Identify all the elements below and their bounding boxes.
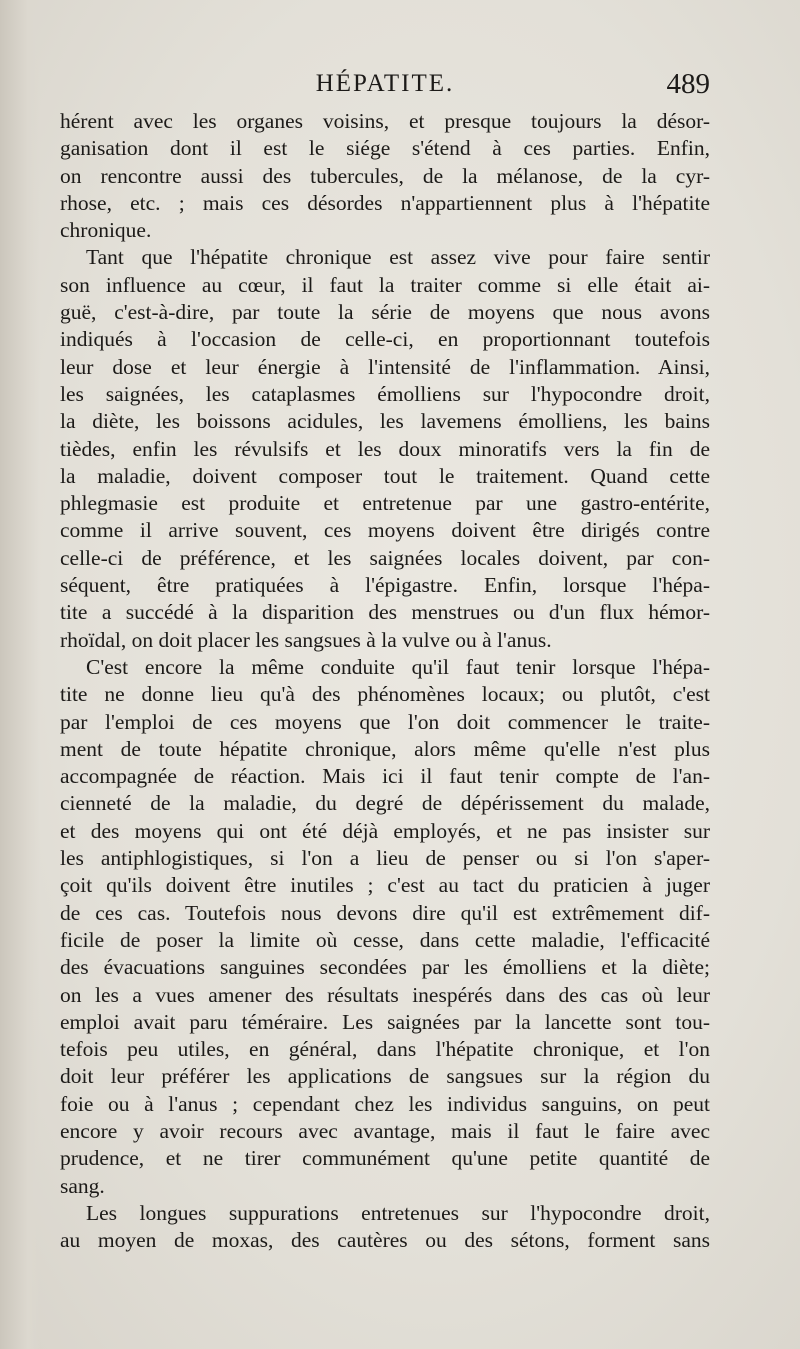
text-line: tefois peu utiles, en général, dans l'hépatite chronique, et l'on — [60, 1037, 710, 1062]
text-line: foie ou à l'anus ; cependant chez les individus sanguins, on peut — [60, 1091, 710, 1116]
text-line: indiqués à l'occasion de celle-ci, en proportionnant toutefois — [60, 327, 710, 352]
text-line: de ces cas. Toutefois nous devons dire qu'il est extrêmement dif- — [60, 900, 710, 925]
text-line: au moyen de moxas, des cautères ou des sétons, forment sans — [60, 1228, 710, 1253]
text-line: celle-ci de préférence, et les saignées locales doivent, par con- — [60, 545, 710, 570]
text-line: leur dose et leur énergie à l'intensité de l'inflammation. Ainsi, — [60, 354, 710, 379]
text-line: guë, c'est-à-dire, par toute la série de moyens que nous avons — [60, 300, 710, 325]
text-line: doit leur préférer les applications de sangsues sur la région du — [60, 1064, 710, 1089]
text-line: tite ne donne lieu qu'à des phénomènes locaux; ou plutôt, c'est — [60, 682, 710, 707]
page-header — [60, 70, 710, 106]
text-line: phlegmasie est produite et entretenue par une gastro-entérite, — [60, 491, 710, 516]
text-line: et des moyens qui ont été déjà employés, et ne pas insister sur — [60, 818, 710, 843]
text-line: rhoïdal, on doit placer les sangsues à la vulve ou à l'anus. — [60, 627, 552, 652]
text-line: on rencontre aussi des tubercules, de la mélanose, de la cyr- — [60, 163, 710, 188]
text-line: la diète, les boissons acidules, les lavemens émolliens, les bains — [60, 409, 710, 434]
text-line: Tant que l'hépatite chronique est assez vive pour faire sentir — [86, 245, 710, 270]
text-line: séquent, être pratiquées à l'épigastre. Enfin, lorsque l'hépa- — [60, 573, 710, 598]
text-line: chronique. — [60, 218, 152, 243]
text-line: son influence au cœur, il faut la traiter comme si elle était ai- — [60, 272, 710, 297]
text-line: comme il arrive souvent, ces moyens doivent être dirigés contre — [60, 518, 710, 543]
text-line: accompagnée de réaction. Mais ici il faut tenir compte de l'an- — [60, 764, 710, 789]
text-line: Les longues suppurations entretenues sur l'hypocondre droit, — [86, 1200, 710, 1225]
text-line: çoit qu'ils doivent être inutiles ; c'est au tact du praticien à juger — [60, 873, 710, 898]
text-line: prudence, et ne tirer communément qu'une petite quantité de — [60, 1146, 710, 1171]
text-line: par l'emploi de ces moyens que l'on doit commencer le traite- — [60, 709, 710, 734]
text-line: des évacuations sanguines secondées par les émolliens et la diète; — [60, 955, 710, 980]
running-title: HÉPATITE. — [315, 70, 455, 97]
text-line: emploi avait paru téméraire. Les saignées par la lancette sont tou- — [60, 1009, 710, 1034]
body-text — [60, 108, 710, 1254]
text-line: ganisation dont il est le siége s'étend à ces parties. Enfin, — [60, 136, 710, 161]
text-line: les saignées, les cataplasmes émolliens sur l'hypocondre droit, — [60, 381, 710, 406]
text-line: sang. — [60, 1173, 105, 1198]
text-line: encore y avoir recours avec avantage, mais il faut le faire avec — [60, 1118, 710, 1143]
text-line: ment de toute hépatite chronique, alors même qu'elle n'est plus — [60, 736, 710, 761]
text-line: les antiphlogistiques, si l'on a lieu de penser ou si l'on s'aper- — [60, 846, 710, 871]
page-gutter-shadow — [0, 0, 40, 1349]
page-number: 489 — [666, 68, 710, 100]
text-line: tite a succédé à la disparition des menstrues ou d'un flux hémor- — [60, 600, 710, 625]
text-line: tièdes, enfin les révulsifs et les doux minoratifs vers la fin de — [60, 436, 710, 461]
text-line: ficile de poser la limite où cesse, dans cette maladie, l'efficacité — [60, 927, 710, 952]
text-line: cienneté de la maladie, du degré de dépérissement du malade, — [60, 791, 710, 816]
text-line: C'est encore la même conduite qu'il faut tenir lorsque l'hépa- — [86, 654, 710, 679]
text-line: on les a vues amener des résultats inespérés dans des cas où leur — [60, 982, 710, 1007]
text-line: hérent avec les organes voisins, et presque toujours la désor- — [60, 109, 710, 133]
text-line: rhose, etc. ; mais ces désordes n'appartiennent plus à l'hépatite — [60, 190, 710, 215]
text-line: la maladie, doivent composer tout le traitement. Quand cette — [60, 463, 710, 488]
